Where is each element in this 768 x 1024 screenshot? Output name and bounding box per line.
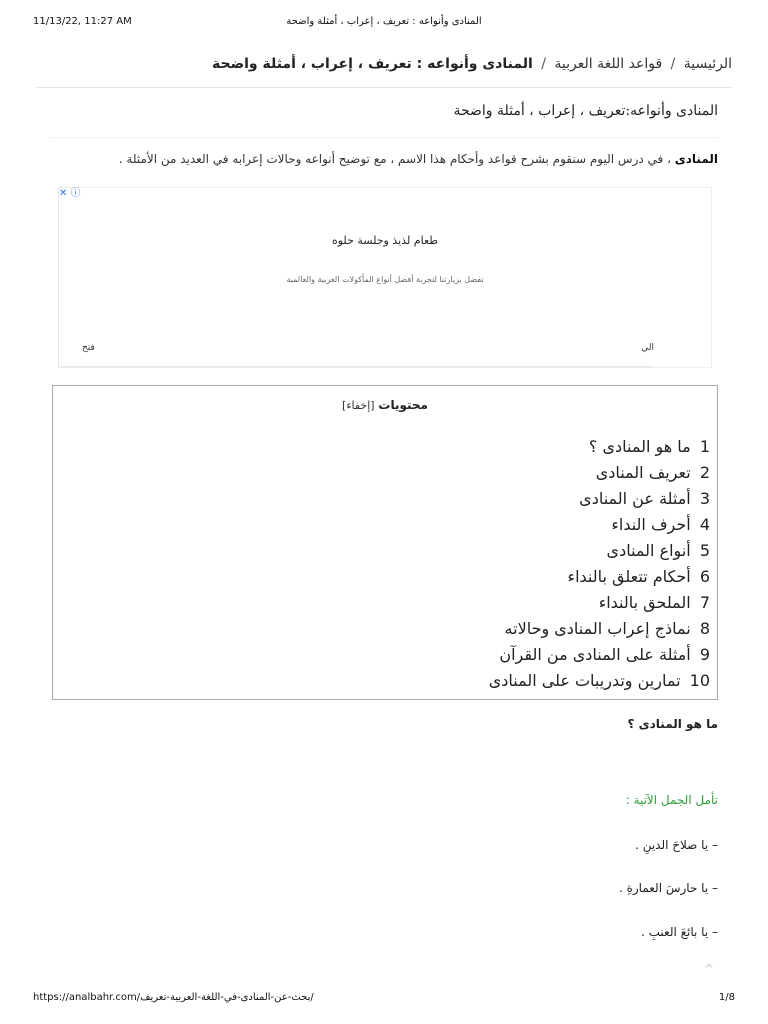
ad-divider [59,366,653,367]
print-page-number: 1/8 [718,992,735,1003]
breadcrumb [36,56,732,72]
toc-item-label: أحرف النداء [611,515,691,534]
toc-hide-toggle[interactable]: [إخفاء] [342,399,375,412]
breadcrumb-current: المنادى وأنواعه : تعريف ، إعراب ، أمثلة واضحة [212,56,533,72]
toc-item-label: أمثلة على المنادى من القرآن [499,645,691,664]
intro-text: ، في درس اليوم سنقوم بشرح قواعد وأحكام هذا الاسم ، مع توضيح أنواعه وحالات إعرابه في العديد من الأمثلة . [118,152,675,166]
example-sentence: – يا حارسَ العمارةِ . [618,881,718,895]
breadcrumb-separator: / [670,56,676,72]
toc-item-label: ما هو المنادى ؟ [588,437,691,456]
toc-item[interactable] [53,538,717,564]
toc-item[interactable] [53,486,717,512]
ad-subtext: تفضل بزيارتنا لتجربة أفضل أنواع المأكولات العربية والعالمية [286,275,484,284]
ad-banner[interactable] [58,187,712,368]
print-datetime: 11/13/22, 11:27 AM [33,16,132,27]
print-doc-title: المنادى وأنواعه : تعريف ، إعراب ، أمثلة واضحة [286,16,482,27]
example-sentence: – يا بائعَ العنبِ . [641,925,718,939]
toc-item[interactable] [53,564,717,590]
ad-close-info-icon[interactable]: ✕ ⓘ [59,188,81,199]
toc-item[interactable] [53,434,717,460]
toc-item-number: 5 [699,541,710,560]
ad-brand: الي [641,343,654,353]
toc-item[interactable] [53,512,717,538]
toc-item[interactable] [53,668,717,694]
divider [50,137,718,138]
toc-item-number: 2 [699,463,710,482]
toc-item-number: 8 [699,619,710,638]
toc-item-number: 6 [699,567,710,586]
toc-item[interactable] [53,642,717,668]
toc-item-label: أنواع المنادى [606,541,691,560]
table-of-contents [52,385,718,700]
toc-item-label: الملحق بالنداء [598,593,691,612]
instruction-note: تأمل الجمل الآتية : [625,793,718,807]
toc-header [53,398,717,412]
ad-open-button[interactable]: فتح [82,343,95,353]
toc-item-number: 7 [699,593,710,612]
print-url: https://analbahr.com/بحث-عن-المنادى-في-اللغة-العربية-تعريف/ [33,992,314,1003]
breadcrumb-category-link[interactable]: قواعد اللغة العربية [554,56,663,72]
intro-keyword: المنادى [674,152,718,166]
toc-item-number: 3 [699,489,710,508]
toc-item[interactable] [53,590,717,616]
toc-item[interactable] [53,616,717,642]
toc-list [53,434,717,694]
toc-item-label: نماذج إعراب المنادى وحالاته [504,619,691,638]
example-sentence: – يا صلاحَ الدينِ . [635,838,718,852]
ad-headline[interactable]: طعام لذيذ وجلسة حلوه [331,234,439,247]
divider [36,87,732,88]
print-header [33,16,735,30]
toc-item-number: 9 [699,645,710,664]
scroll-to-top-icon[interactable]: ^ [704,962,715,976]
toc-title: محتويات [378,398,428,412]
toc-item-number: 1 [699,437,710,456]
toc-item-label: تعريف المنادى [595,463,691,482]
intro-paragraph [50,152,718,166]
breadcrumb-home-link[interactable]: الرئيسية [683,56,732,72]
toc-item-label: أمثلة عن المنادى [579,489,691,508]
toc-item-label: أحكام تتعلق بالنداء [567,567,691,586]
toc-item-number: 10 [689,671,710,690]
toc-item-label: تمارين وتدريبات على المنادى [488,671,681,690]
toc-item-number: 4 [699,515,710,534]
post-title: المنادى وأنواعه:تعريف ، إعراب ، أمثلة واضحة [453,103,718,119]
section-heading: ما هو المنادى ؟ [627,717,718,731]
breadcrumb-separator: / [541,56,546,72]
print-footer [33,992,735,1006]
toc-item[interactable] [53,460,717,486]
